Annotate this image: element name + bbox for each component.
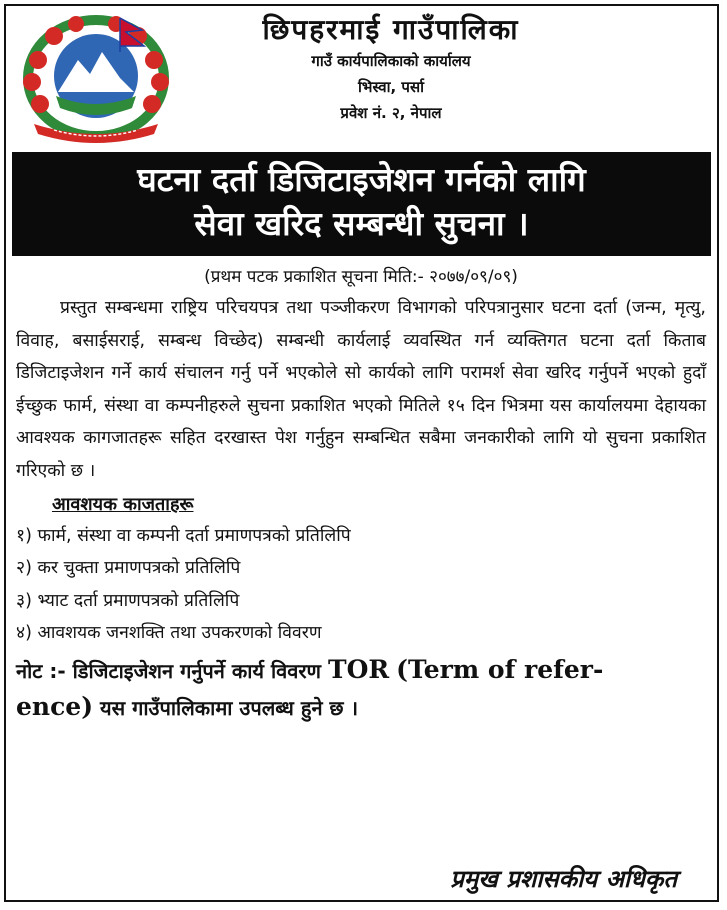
requirement-item: ४) आवशयक जनशक्ति तथा उपकरणको विवरण xyxy=(16,623,322,644)
requirements-title: आवशयक काजताहरू xyxy=(52,493,194,515)
requirement-item: ३) भ्याट दर्ता प्रमाणपत्रको प्रतिलिपि xyxy=(16,590,240,611)
office-name: गाउँ कार्यपालिकाको कार्यालय xyxy=(311,52,471,70)
nepal-government-emblem-icon xyxy=(16,12,176,144)
notice-header xyxy=(6,6,717,152)
notice-title-banner xyxy=(12,152,711,256)
requirement-item: १) फार्म, संस्था वा कम्पनी दर्ता प्रमाणपत्रको प्रतिलिपि xyxy=(16,525,351,546)
notice-frame xyxy=(4,4,719,902)
note-term-continued: ence) xyxy=(16,691,94,721)
province-line: प्रवेश नं. २, नेपाल xyxy=(340,104,442,122)
note-tor: TOR xyxy=(327,654,390,684)
organization-name: छिपहरमाई गाउँपालिका xyxy=(262,13,520,46)
note-text xyxy=(16,652,706,726)
note-availability: यस गाउँपालिकामा उपलब्ध हुने छ । xyxy=(100,695,359,720)
requirement-item: २) कर चुक्ता प्रमाणपत्रको प्रतिलिपि xyxy=(16,558,241,579)
note-prefix: नोट :- डिजिटाइजेशन गर्नुपर्ने कार्य विवरण xyxy=(16,658,322,683)
notice-title-line-2: सेवा खरिद सम्बन्धी सुचना । xyxy=(194,204,529,243)
requirements-list xyxy=(16,520,706,650)
office-location: भिस्वा, पर्सा xyxy=(358,78,424,96)
publication-date: (प्रथम पटक प्रकाशित सूचना मिति:- २०७७/०९/०९) xyxy=(204,267,518,287)
note-term: (Term of refer- xyxy=(396,654,604,684)
signature-title: प्रमुख प्रशासकीय अधिकृत xyxy=(450,864,677,893)
notice-body xyxy=(16,262,706,726)
notice-paragraph: प्रस्तुत सम्बन्धमा राष्ट्रिय परिचयपत्र तथा पञ्जीकरण विभागको परिपत्रानुसार घटना दर्ता (जन्म, मृत्यु, विवाह, बसाईसराई, सम्बन्ध विच्छेद) सम्बन्धी कार्यलाई व्यवस्थित गर्न व्यक्तिगत घटना दर्ता किताब डिजिटाइजेशन गर्ने कार्य संचालन गर्नु पर्ने भएकोले सो कार्यको लागि परामर्श सेवा खरिद गर्नुपर्ने भएको हुदाँ ईच्छुक फार्म, संस्था वा कम्पनीहरुले सुचना प्रकाशित भएको मितिले १५ दिन भित्रमा यस कार्यालयमा देहायका आवश्यक कागजातहरू सहित दरखास्त पेश गर्नुहुन सम्बन्धित सबैमा जनकारीको लागि यो सुचना प्रकाशित गरिएको छ । xyxy=(16,298,706,481)
notice-title-line-1: घटना दर्ता डिजिटाइजेशन गर्नको लागि xyxy=(137,160,586,199)
organization-block xyxy=(181,12,601,126)
